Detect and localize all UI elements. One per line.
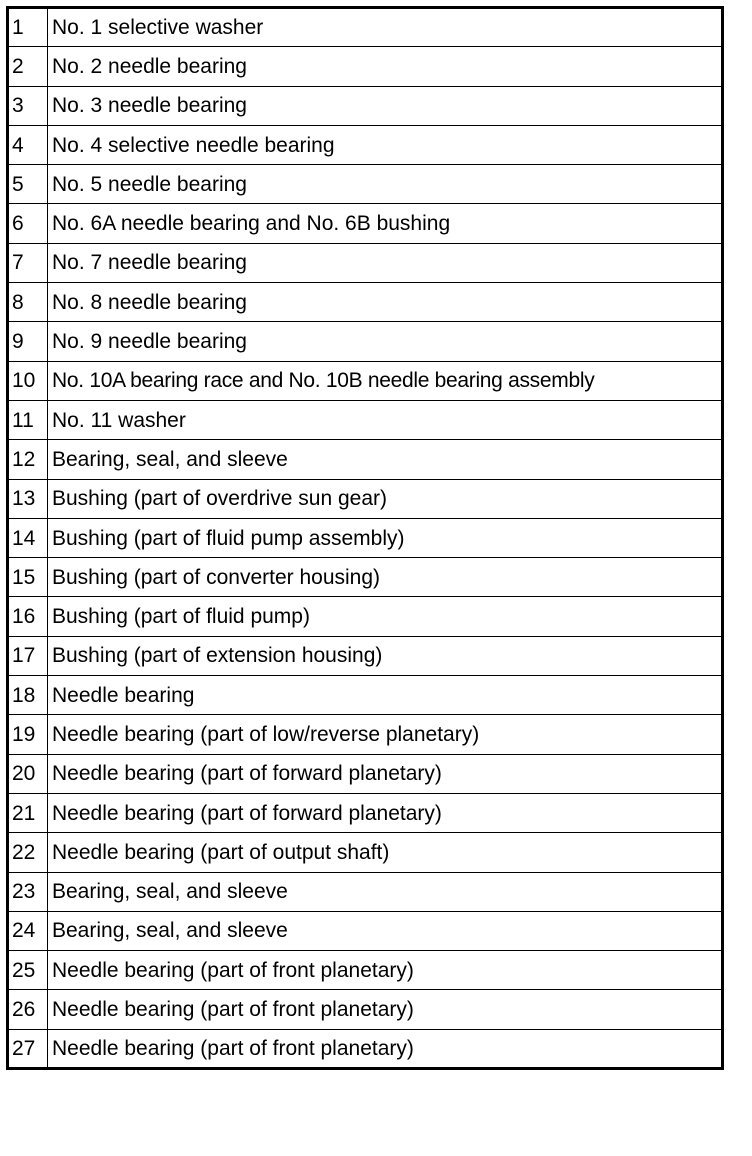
row-description: Needle bearing (part of output shaft) — [48, 833, 723, 872]
row-description: No. 8 needle bearing — [48, 283, 723, 322]
row-description: No. 1 selective washer — [48, 8, 723, 47]
row-description: Bearing, seal, and sleeve — [48, 911, 723, 950]
row-description: No. 3 needle bearing — [48, 86, 723, 125]
table-row — [8, 47, 723, 86]
row-description: Needle bearing — [48, 676, 723, 715]
table-row — [8, 283, 723, 322]
row-number: 9 — [8, 322, 48, 361]
row-number: 14 — [8, 518, 48, 557]
row-description: Needle bearing (part of front planetary) — [48, 1029, 723, 1068]
table-row — [8, 125, 723, 164]
table-row — [8, 361, 723, 400]
table-row — [8, 597, 723, 636]
row-number: 27 — [8, 1029, 48, 1068]
row-description: Bearing, seal, and sleeve — [48, 440, 723, 479]
table-row — [8, 951, 723, 990]
row-number: 26 — [8, 990, 48, 1029]
table-row — [8, 911, 723, 950]
row-description: No. 7 needle bearing — [48, 243, 723, 282]
row-number: 4 — [8, 125, 48, 164]
table-row — [8, 715, 723, 754]
row-number: 21 — [8, 793, 48, 832]
row-description: Needle bearing (part of forward planetary) — [48, 754, 723, 793]
row-number: 19 — [8, 715, 48, 754]
row-description: No. 4 selective needle bearing — [48, 125, 723, 164]
table-row — [8, 558, 723, 597]
row-number: 11 — [8, 400, 48, 439]
table-row — [8, 676, 723, 715]
row-number: 10 — [8, 361, 48, 400]
table-row — [8, 636, 723, 675]
table-row — [8, 400, 723, 439]
row-description: No. 2 needle bearing — [48, 47, 723, 86]
table-row — [8, 872, 723, 911]
row-description: Needle bearing (part of front planetary) — [48, 990, 723, 1029]
table-row — [8, 165, 723, 204]
row-number: 15 — [8, 558, 48, 597]
row-description: No. 5 needle bearing — [48, 165, 723, 204]
parts-table-body — [8, 8, 723, 1069]
row-number: 20 — [8, 754, 48, 793]
row-description: No. 10A bearing race and No. 10B needle bearing assembly — [48, 361, 723, 400]
row-number: 1 — [8, 8, 48, 47]
table-row — [8, 86, 723, 125]
row-number: 25 — [8, 951, 48, 990]
row-number: 24 — [8, 911, 48, 950]
row-description: Needle bearing (part of low/reverse planetary) — [48, 715, 723, 754]
row-number: 17 — [8, 636, 48, 675]
table-row — [8, 322, 723, 361]
parts-table — [6, 6, 724, 1070]
row-number: 13 — [8, 479, 48, 518]
table-row — [8, 754, 723, 793]
table-row — [8, 440, 723, 479]
table-row — [8, 479, 723, 518]
row-description: No. 9 needle bearing — [48, 322, 723, 361]
row-description: Bushing (part of converter housing) — [48, 558, 723, 597]
row-description: No. 11 washer — [48, 400, 723, 439]
table-row — [8, 990, 723, 1029]
row-number: 12 — [8, 440, 48, 479]
row-number: 6 — [8, 204, 48, 243]
row-number: 5 — [8, 165, 48, 204]
row-number: 8 — [8, 283, 48, 322]
row-description: No. 6A needle bearing and No. 6B bushing — [48, 204, 723, 243]
table-row — [8, 793, 723, 832]
row-description: Needle bearing (part of forward planetary) — [48, 793, 723, 832]
row-number: 2 — [8, 47, 48, 86]
row-description: Bushing (part of fluid pump assembly) — [48, 518, 723, 557]
table-row — [8, 243, 723, 282]
table-row — [8, 833, 723, 872]
row-description: Needle bearing (part of front planetary) — [48, 951, 723, 990]
table-row — [8, 204, 723, 243]
row-number: 23 — [8, 872, 48, 911]
table-row — [8, 518, 723, 557]
table-row — [8, 1029, 723, 1068]
table-row — [8, 8, 723, 47]
row-number: 18 — [8, 676, 48, 715]
row-number: 3 — [8, 86, 48, 125]
row-number: 22 — [8, 833, 48, 872]
row-description: Bearing, seal, and sleeve — [48, 872, 723, 911]
row-description: Bushing (part of extension housing) — [48, 636, 723, 675]
row-number: 16 — [8, 597, 48, 636]
row-description: Bushing (part of overdrive sun gear) — [48, 479, 723, 518]
row-description: Bushing (part of fluid pump) — [48, 597, 723, 636]
row-number: 7 — [8, 243, 48, 282]
